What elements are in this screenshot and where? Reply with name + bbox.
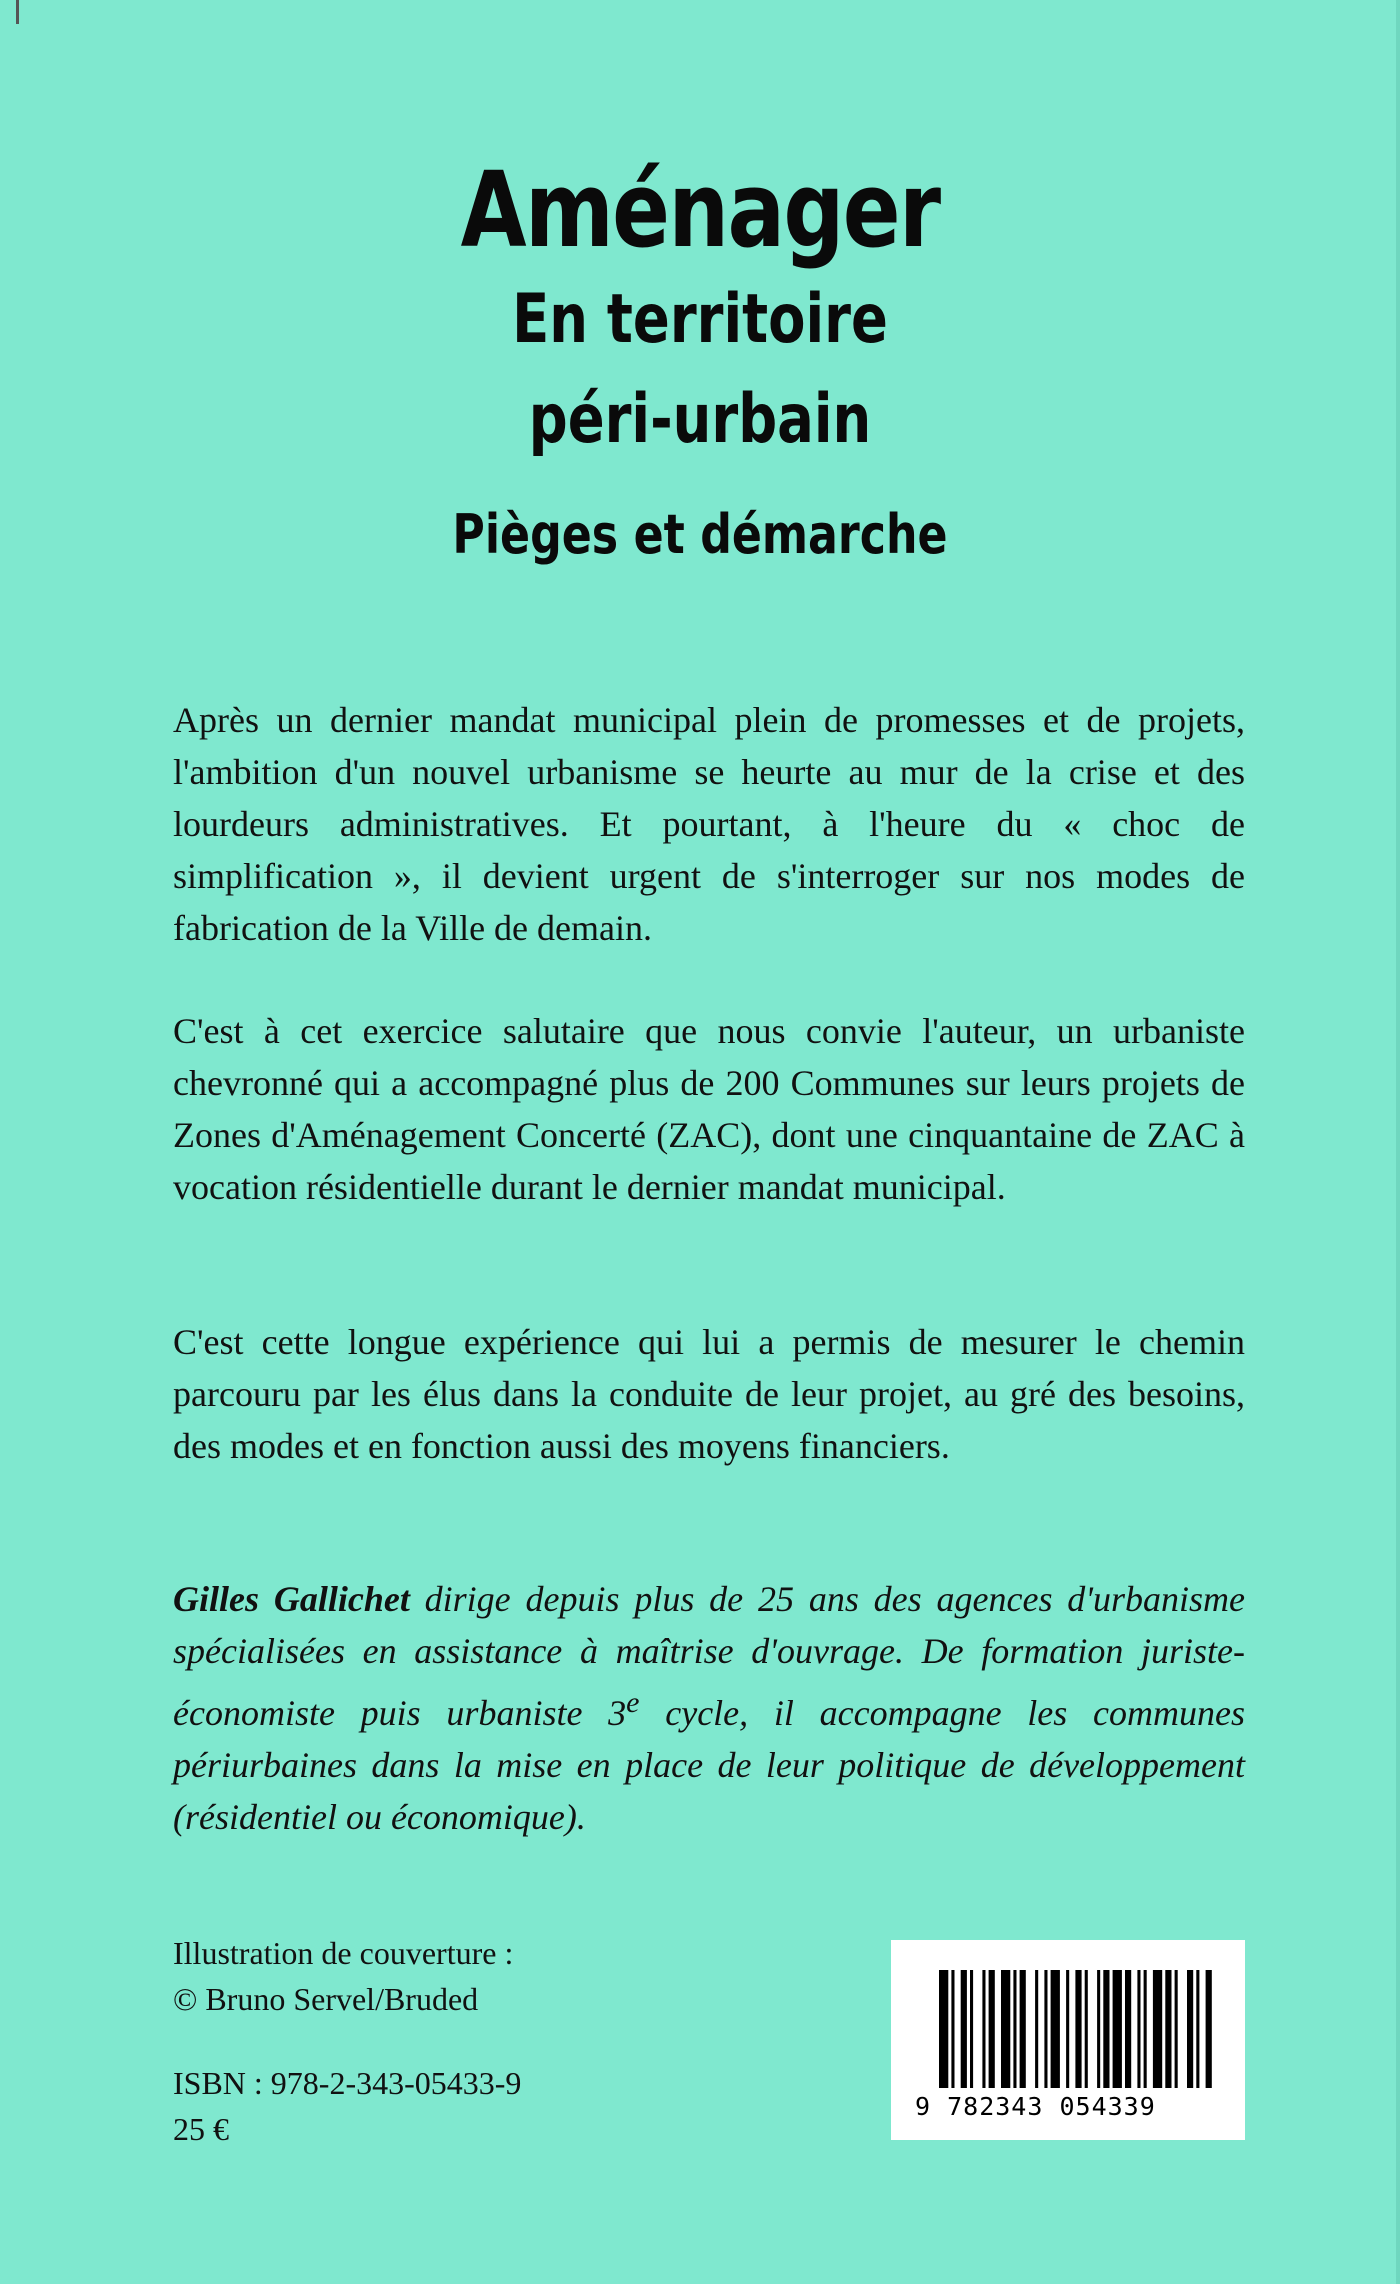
book-title-line-3: péri-urbain	[528, 380, 872, 459]
crop-mark	[16, 0, 19, 24]
barcode-bar	[951, 1970, 954, 2088]
author-bio-superscript: e	[626, 1686, 640, 1719]
credits-value: © Bruno Servel/Bruded	[173, 1981, 479, 2017]
barcode-bar	[1206, 1970, 1212, 2088]
price: 25 €	[173, 2111, 229, 2147]
book-subtitle: Pièges et démarche	[452, 503, 948, 566]
barcode-bar	[1020, 1970, 1026, 2088]
barcode-bars	[891, 1940, 1245, 2100]
book-title: Aménager	[460, 149, 940, 271]
barcode-bar	[1044, 1970, 1047, 2088]
barcode-bar	[1075, 1970, 1081, 2088]
barcode-bar	[1196, 1970, 1199, 2088]
isbn-block	[173, 2060, 521, 2152]
credits-label: Illustration de couverture :	[173, 1935, 514, 1971]
blurb-paragraph-2: C'est à cet exercice salutaire que nous convie l'auteur, un urbaniste chevronné qui a accompagné plus de 200 Communes sur leurs projets de Zones d'Aménagement Concerté (ZAC), dont une cinquantaine de ZAC à vocation résidentielle durant le dernier mandat municipal.	[173, 1011, 1245, 1207]
barcode-bar	[1165, 1970, 1171, 2088]
barcode-bar	[1113, 1970, 1122, 2088]
barcode-bar	[1125, 1970, 1131, 2088]
illustration-credits	[173, 1930, 513, 2022]
blurb-paragraph-3: C'est cette longue expérience qui lui a permis de mesurer le chemin parcouru par les élus dans la conduite de leur projet, au gré des besoins, des modes et en fonction aussi des moyens financiers.	[173, 1322, 1245, 1466]
barcode-bar	[1097, 1970, 1100, 2088]
barcode-bar	[1035, 1970, 1038, 2088]
barcode-bar	[1103, 1970, 1109, 2088]
barcode-bar	[970, 1970, 973, 2088]
blurb-paragraph-1: Après un dernier mandat municipal plein de promesses et de projets, l'ambition d'un nouvel urbanisme se heurte au mur de la crise et des lourdeurs administratives. Et pourtant, à l'heure du « choc de simplification », il devient urgent de s'interroger sur nos modes de fabrication de la Ville de demain.	[173, 700, 1245, 948]
barcode-bar	[989, 1970, 995, 2088]
barcode-bar	[1001, 1970, 1010, 2088]
barcode-bar	[1144, 1970, 1147, 2088]
barcode-bar	[1175, 1970, 1178, 2088]
author-name: Gilles Gallichet	[173, 1579, 410, 1619]
barcode-bar	[982, 1970, 985, 2088]
barcode-bar	[1153, 1970, 1162, 2088]
barcode-bar	[1066, 1970, 1069, 2088]
author-bio-text: dirige depuis plus de 25 ans des agences d'urbanisme spécialisées en assistance à maîtrise d'ouvrage. De formation juriste-économiste puis urbaniste 3	[173, 1579, 1245, 1733]
barcode-digits: 9 782343 054339	[915, 2092, 1156, 2121]
title-block	[0, 150, 1400, 570]
author-bio-text-end: cycle, il accompagne les communes périurbaines dans la mise en place de leur politique de développement (résidentiel ou économique).	[173, 1693, 1245, 1837]
barcode-bar	[1013, 1970, 1016, 2088]
barcode-bar	[961, 1970, 967, 2088]
barcode-bar	[1051, 1970, 1060, 2088]
barcode-bar	[1137, 1970, 1140, 2088]
book-title-line-2: En territoire	[512, 280, 888, 359]
barcode-bar	[1085, 1970, 1088, 2088]
author-bio	[173, 1573, 1245, 1843]
barcode	[891, 1940, 1245, 2140]
barcode-bar	[939, 1970, 948, 2088]
barcode-bar	[1187, 1970, 1193, 2088]
isbn: ISBN : 978-2-343-05433-9	[173, 2065, 522, 2101]
